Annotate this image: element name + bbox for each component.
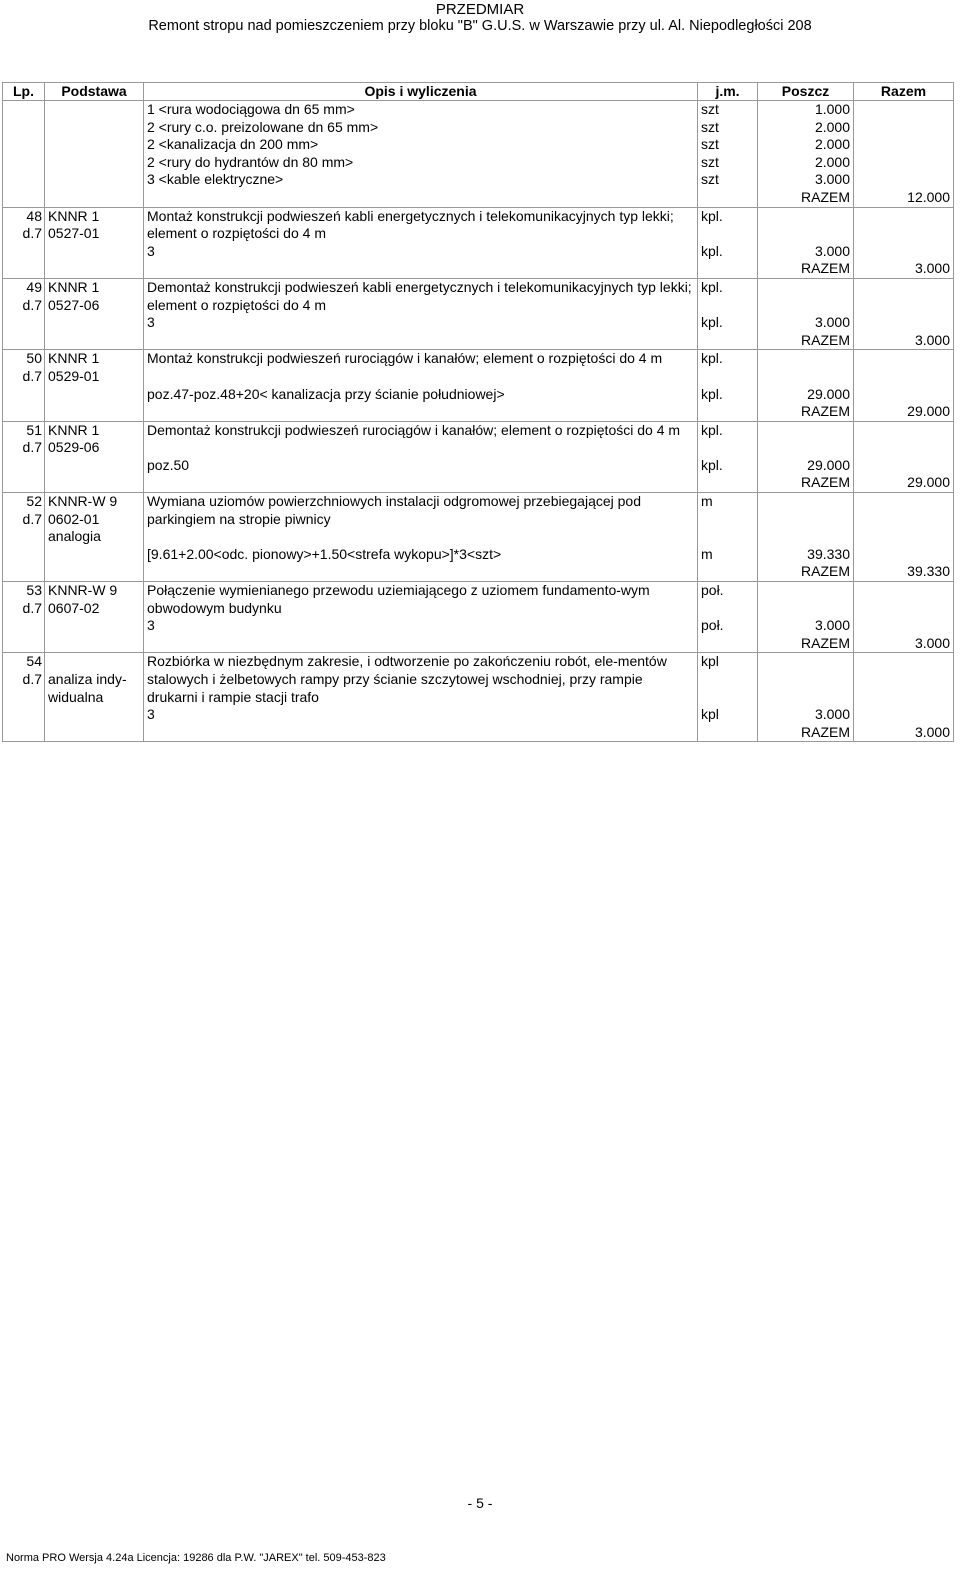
lp-cell [3, 154, 45, 172]
lp-section: d.7 [22, 225, 42, 242]
jm-cell: kpl. [698, 421, 758, 457]
podstawa-cell [45, 457, 144, 475]
calc-text: 3 [144, 243, 698, 261]
opis-text: Wymiana uziomów powierzchniowych instalacji odgromowej przebiegającej pod parkingiem na stropie piwnicy [144, 493, 698, 546]
jm-cell [698, 563, 758, 581]
page-number: - 5 - [467, 1495, 493, 1511]
podstawa-cell [45, 171, 144, 189]
calc-value: 2.000 [758, 136, 854, 154]
razem-cell [854, 243, 954, 261]
podstawa-line: KNNR-W 9 [48, 582, 118, 599]
podstawa-cell [45, 154, 144, 172]
podstawa-cell [45, 260, 144, 278]
razem-row [3, 563, 954, 581]
document-title: PRZEDMIAR [435, 1, 525, 18]
lp-cell [3, 563, 45, 581]
poszcz-cell [758, 350, 854, 386]
calc-value: 29.000 [758, 457, 854, 475]
razem-label: RAZEM [758, 403, 854, 421]
opis-text: Montaż konstrukcji podwieszeń rurociągów i kanałów; element o rozpiętości do 4 m [144, 350, 698, 386]
podstawa-cell [45, 350, 144, 386]
razem-value: 29.000 [854, 403, 954, 421]
razem-label: RAZEM [758, 260, 854, 278]
razem-cell [854, 278, 954, 314]
opis-cell [144, 563, 698, 581]
podstawa-cell [45, 421, 144, 457]
razem-label: RAZEM [758, 332, 854, 350]
lp-cell [3, 474, 45, 492]
podstawa-cell [45, 653, 144, 706]
podstawa-cell [45, 189, 144, 207]
lp-section: d.7 [22, 439, 42, 456]
razem-cell [854, 493, 954, 546]
podstawa-cell [45, 493, 144, 546]
podstawa-line: KNNR-W 9 [48, 493, 118, 510]
opis-cell [144, 332, 698, 350]
razem-value: 3.000 [854, 635, 954, 653]
jm-cell: kpl. [698, 350, 758, 386]
razem-label: RAZEM [758, 563, 854, 581]
razem-cell [854, 171, 954, 189]
podstawa-cell [45, 386, 144, 404]
calc-unit: m [698, 546, 758, 564]
podstawa-cell [45, 136, 144, 154]
podstawa-cell [45, 207, 144, 243]
podstawa-cell [45, 724, 144, 742]
opis-cell [144, 474, 698, 492]
podstawa-line: 0527-01 [48, 225, 100, 242]
razem-row [3, 260, 954, 278]
table-row [3, 136, 954, 154]
podstawa-line: KNNR 1 [48, 278, 100, 295]
razem-value: 39.330 [854, 563, 954, 581]
calc-value: 3.000 [758, 617, 854, 635]
podstawa-line: KNNR 1 [48, 207, 100, 224]
podstawa-cell [45, 635, 144, 653]
lp-number: 54 [26, 653, 42, 670]
podstawa-cell [45, 474, 144, 492]
calc-value: 3.000 [758, 243, 854, 261]
lp-cell [3, 101, 45, 119]
opis-cell [144, 724, 698, 742]
razem-value: 3.000 [854, 332, 954, 350]
razem-cell [854, 706, 954, 724]
podstawa-line [48, 653, 140, 671]
calc-text: 2 <rury do hydrantów dn 80 mm> [144, 154, 698, 172]
podstawa-cell [45, 582, 144, 618]
calc-unit: poł. [698, 617, 758, 635]
podstawa-line: 0607-02 [48, 599, 100, 616]
col-header-podstawa: Podstawa [45, 83, 144, 101]
razem-value: 12.000 [854, 189, 954, 207]
table-row [3, 154, 954, 172]
razem-label: RAZEM [758, 189, 854, 207]
jm-cell [698, 332, 758, 350]
lp-cell [3, 617, 45, 635]
calc-row [3, 314, 954, 332]
lp-cell [3, 278, 45, 314]
podstawa-cell [45, 706, 144, 724]
lp-section: d.7 [22, 367, 42, 384]
lp-number: 50 [26, 350, 42, 367]
opis-text: Demontaż konstrukcji podwieszeń kabli energetycznych i telekomunikacyjnych typ lekki; element o rozpiętości do 4 m [144, 278, 698, 314]
poszcz-cell [758, 207, 854, 243]
podstawa-line: 0527-06 [48, 296, 100, 313]
calc-value: 3.000 [758, 171, 854, 189]
lp-cell [3, 207, 45, 243]
jm-cell [698, 189, 758, 207]
opis-text: Połączenie wymienianego przewodu uziemiającego z uziomem fundamento-wym obwodowym budynku [144, 582, 698, 618]
calc-text: 1 <rura wodociągowa dn 65 mm> [144, 101, 698, 119]
opis-cell [144, 260, 698, 278]
lp-section: d.7 [22, 510, 42, 527]
razem-value: 3.000 [854, 260, 954, 278]
podstawa-line: 0529-01 [48, 367, 100, 384]
podstawa-line: KNNR 1 [48, 350, 100, 367]
calc-value: 29.000 [758, 386, 854, 404]
podstawa-cell [45, 617, 144, 635]
calc-row [3, 706, 954, 724]
calc-unit: kpl. [698, 243, 758, 261]
lp-section: d.7 [22, 296, 42, 313]
podstawa-line: 0602-01 [48, 510, 100, 527]
opis-cell [144, 635, 698, 653]
podstawa-cell [45, 332, 144, 350]
col-header-opis: Opis i wyliczenia [144, 83, 698, 101]
razem-cell [854, 350, 954, 386]
opis-text: Demontaż konstrukcji podwieszeń rurociągów i kanałów; element o rozpiętości do 4 m [144, 421, 698, 457]
table-body [3, 101, 954, 742]
razem-row [3, 474, 954, 492]
razem-cell [854, 653, 954, 706]
calc-unit: szt [698, 171, 758, 189]
podstawa-cell [45, 563, 144, 581]
calc-unit: szt [698, 154, 758, 172]
lp-cell [3, 171, 45, 189]
lp-cell [3, 119, 45, 137]
calc-unit: szt [698, 119, 758, 137]
jm-cell: kpl. [698, 207, 758, 243]
table-row [3, 101, 954, 119]
podstawa-cell [45, 546, 144, 564]
opis-text: Rozbiórka w niezbędnym zakresie, i odtworzenie po zakończeniu robót, ele-mentów stalowych i żelbetowych rampy przy ścianie szczytowej wschodniej, przy rampie drukarni i rampie stacji trafo [144, 653, 698, 706]
razem-cell [854, 119, 954, 137]
calc-text: poz.50 [144, 457, 698, 475]
calc-row [3, 617, 954, 635]
podstawa-cell [45, 278, 144, 314]
podstawa-cell [45, 119, 144, 137]
razem-label: RAZEM [758, 724, 854, 742]
calc-text: 2 <kanalizacja dn 200 mm> [144, 136, 698, 154]
calc-value: 39.330 [758, 546, 854, 564]
jm-cell [698, 260, 758, 278]
calc-text: [9.61+2.00<odc. pionowy>+1.50<strefa wykopu>]*3<szt> [144, 546, 698, 564]
lp-cell [3, 403, 45, 421]
calc-value: 2.000 [758, 119, 854, 137]
jm-cell: poł. [698, 582, 758, 618]
document-subtitle: Remont stropu nad pomieszczeniem przy bloku "B" G.U.S. w Warszawie przy ul. Al. Niepodległości 208 [148, 18, 812, 34]
table-header-row [3, 83, 954, 101]
lp-cell [3, 332, 45, 350]
poszcz-cell [758, 421, 854, 457]
lp-cell [3, 136, 45, 154]
calc-row [3, 457, 954, 475]
razem-cell [854, 421, 954, 457]
razem-cell [854, 154, 954, 172]
razem-cell [854, 136, 954, 154]
calc-value: 1.000 [758, 101, 854, 119]
jm-cell [698, 635, 758, 653]
razem-row [3, 403, 954, 421]
calc-row [3, 243, 954, 261]
razem-cell [854, 207, 954, 243]
jm-cell [698, 474, 758, 492]
razem-cell [854, 617, 954, 635]
lp-cell [3, 243, 45, 261]
jm-cell [698, 724, 758, 742]
razem-cell [854, 386, 954, 404]
podstawa-cell [45, 243, 144, 261]
calc-text: 2 <rury c.o. preizolowane dn 65 mm> [144, 119, 698, 137]
lp-number: 48 [26, 207, 42, 224]
col-header-poszcz: Poszcz [758, 83, 854, 101]
razem-row [3, 189, 954, 207]
calc-unit: kpl [698, 706, 758, 724]
jm-cell: m [698, 493, 758, 546]
calc-unit: szt [698, 136, 758, 154]
lp-cell [3, 350, 45, 386]
col-header-razem: Razem [854, 83, 954, 101]
lp-number: 51 [26, 421, 42, 438]
calc-unit: kpl. [698, 457, 758, 475]
table-row [3, 171, 954, 189]
razem-cell [854, 582, 954, 618]
opis-cell [144, 189, 698, 207]
lp-cell [3, 386, 45, 404]
table-row [3, 582, 954, 618]
razem-row [3, 724, 954, 742]
razem-cell [854, 546, 954, 564]
podstawa-line: analogia [48, 528, 101, 545]
lp-cell [3, 421, 45, 457]
calc-text: 3 [144, 314, 698, 332]
lp-cell [3, 314, 45, 332]
lp-section: d.7 [22, 671, 42, 687]
podstawa-line: 0529-06 [48, 439, 100, 456]
lp-cell [3, 546, 45, 564]
razem-cell [854, 101, 954, 119]
calc-value: 3.000 [758, 706, 854, 724]
calc-value: 3.000 [758, 314, 854, 332]
calc-row [3, 546, 954, 564]
lp-cell [3, 493, 45, 546]
lp-cell [3, 260, 45, 278]
razem-cell [854, 314, 954, 332]
razem-label: RAZEM [758, 474, 854, 492]
lp-number: 49 [26, 278, 42, 295]
table-row [3, 493, 954, 546]
calc-text: 3 [144, 617, 698, 635]
col-header-lp: Lp. [3, 83, 45, 101]
calc-unit: szt [698, 101, 758, 119]
lp-number: 53 [26, 582, 42, 599]
calc-unit: kpl. [698, 386, 758, 404]
lp-cell [3, 189, 45, 207]
calc-text: poz.47-poz.48+20< kanalizacja przy ścianie południowej> [144, 386, 698, 404]
podstawa-line: analiza indy-widualna [48, 671, 127, 705]
lp-section: d.7 [22, 599, 42, 616]
jm-cell [698, 403, 758, 421]
calc-value: 2.000 [758, 154, 854, 172]
razem-value: 3.000 [854, 724, 954, 742]
podstawa-cell [45, 101, 144, 119]
poszcz-cell [758, 278, 854, 314]
calc-text: 3 <kable elektryczne> [144, 171, 698, 189]
lp-number: 52 [26, 493, 42, 510]
table-row [3, 119, 954, 137]
lp-cell [3, 635, 45, 653]
razem-label: RAZEM [758, 635, 854, 653]
razem-cell [854, 457, 954, 475]
calc-unit: kpl. [698, 314, 758, 332]
jm-cell: kpl [698, 653, 758, 706]
razem-value: 29.000 [854, 474, 954, 492]
opis-text: Montaż konstrukcji podwieszeń kabli energetycznych i telekomunikacyjnych typ lekki; element o rozpiętości do 4 m [144, 207, 698, 243]
jm-cell: kpl. [698, 278, 758, 314]
lp-cell [3, 706, 45, 724]
table-row [3, 421, 954, 457]
poszcz-cell [758, 653, 854, 706]
table-row [3, 350, 954, 386]
lp-cell [3, 582, 45, 618]
poszcz-cell [758, 582, 854, 618]
przedmiar-table [2, 82, 954, 742]
lp-cell [3, 724, 45, 742]
razem-row [3, 635, 954, 653]
table-row [3, 207, 954, 243]
opis-cell [144, 403, 698, 421]
podstawa-cell [45, 314, 144, 332]
lp-cell [3, 653, 45, 706]
document-header [0, 0, 960, 35]
lp-cell [3, 457, 45, 475]
table-row [3, 278, 954, 314]
poszcz-cell [758, 493, 854, 546]
calc-row [3, 386, 954, 404]
software-footer: Norma PRO Wersja 4.24a Licencja: 19286 dla P.W. "JAREX" tel. 509-453-823 [6, 1552, 386, 1564]
calc-text: 3 [144, 706, 698, 724]
col-header-jm: j.m. [698, 83, 758, 101]
podstawa-cell [45, 403, 144, 421]
podstawa-line: KNNR 1 [48, 421, 100, 438]
table-row [3, 653, 954, 706]
razem-row [3, 332, 954, 350]
